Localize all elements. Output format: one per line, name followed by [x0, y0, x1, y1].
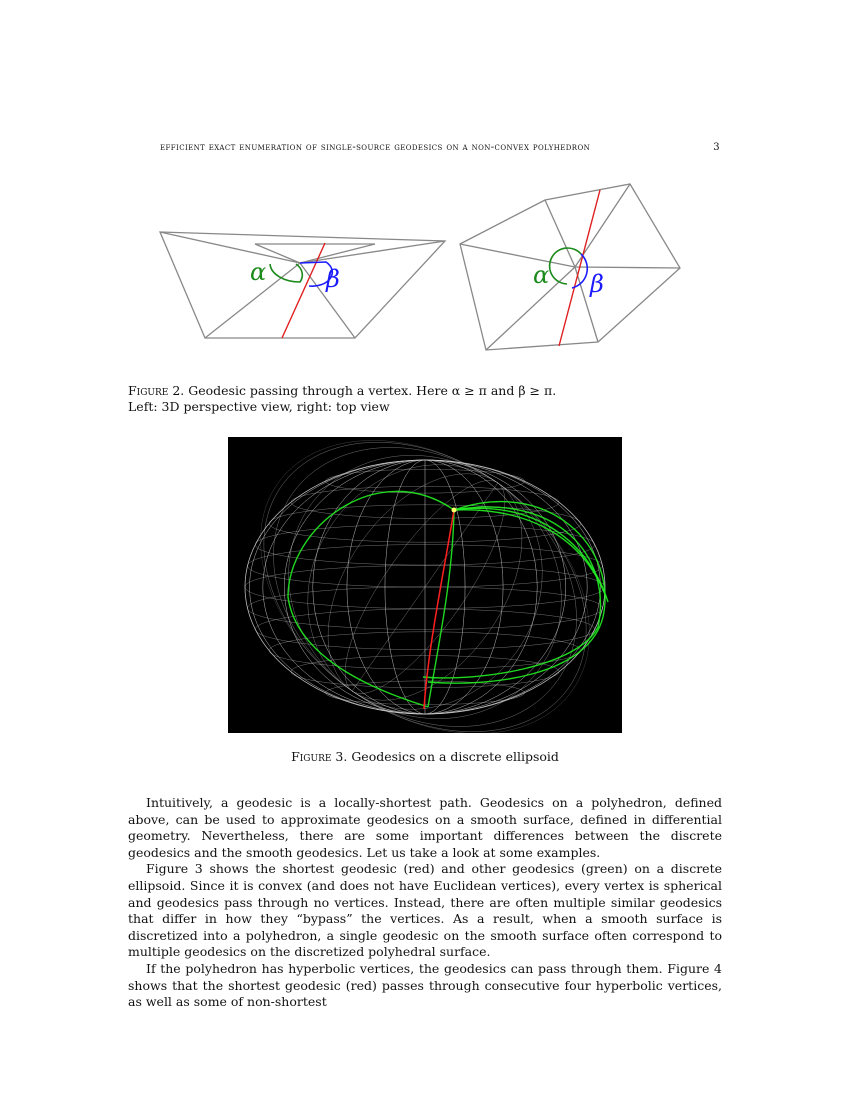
green-geodesic	[454, 510, 606, 597]
right-alpha-label: α	[533, 261, 550, 289]
figure-2-label: Figure 2.	[128, 383, 185, 398]
green-geodesic	[288, 491, 454, 707]
figure-2-caption-line2: Left: 3D perspective view, right: top view	[128, 399, 390, 414]
body-text	[128, 795, 722, 1011]
right-top-view	[460, 184, 680, 350]
right-beta-label: β	[590, 270, 604, 298]
running-header	[160, 142, 720, 158]
left-edge	[160, 232, 300, 263]
right-geodesic-line	[559, 190, 600, 346]
left-perspective-view	[160, 232, 445, 338]
left-beta-label: β	[326, 265, 340, 293]
figure-3-render	[228, 437, 622, 733]
right-edge	[460, 244, 575, 267]
left-alpha-label: α	[250, 258, 267, 286]
figure-2-diagram	[155, 180, 690, 355]
figure-2-caption	[128, 383, 728, 415]
right-edge	[545, 200, 575, 267]
ellipsoid-svg	[228, 437, 622, 733]
left-alpha-arc	[270, 264, 302, 282]
header-title: efficient exact enumeration of single-source geodesics on a non-convex polyhedron	[160, 142, 591, 153]
figure-2-caption-line1: Geodesic passing through a vertex. Here α ≥ π and β ≥ π.	[188, 383, 557, 398]
figure-3-label: Figure 3.	[291, 749, 348, 764]
figure-3-caption	[0, 749, 850, 764]
page-number: 3	[713, 142, 720, 153]
source-vertex	[452, 508, 457, 513]
left-geodesic-line	[282, 243, 325, 338]
red-shortest-geodesic	[424, 510, 454, 709]
paragraph-2: Figure 3 shows the shortest geodesic (red) and other geodesics (green) on a discrete ellipsoid. Since it is convex (and does not have Euclidean vertices), every vertex is spherical and geodesics pass through no vertices. Instead, there are often multiple similar geodesics that differ in how they “bypass” the vertices. As a result, when a smooth surface is discretized into a polyhedron, a single geodesic on the smooth surface often correspond to multiple geodesics on the discretized polyhedral surface.	[128, 861, 722, 960]
right-outer-polygon	[460, 184, 680, 350]
paragraph-3: If the polyhedron has hyperbolic vertices, the geodesics can pass through them. Figure 4 shows that the shortest geodesic (red) passes through consecutive four hyperbolic vertices, as well as some of non-shortest	[128, 960, 722, 1010]
paragraph-1: Intuitively, a geodesic is a locally-shortest path. Geodesics on a polyhedron, defined above, can be used to approximate geodesics on a smooth surface, defined in differential geometry. Nevertheless, there are some important differences between the discrete geodesics and the smooth geodesics. Let us take a look at some examples.	[128, 795, 722, 860]
figure-3-caption-text: Geodesics on a discrete ellipsoid	[351, 749, 559, 764]
right-edge	[575, 267, 680, 268]
